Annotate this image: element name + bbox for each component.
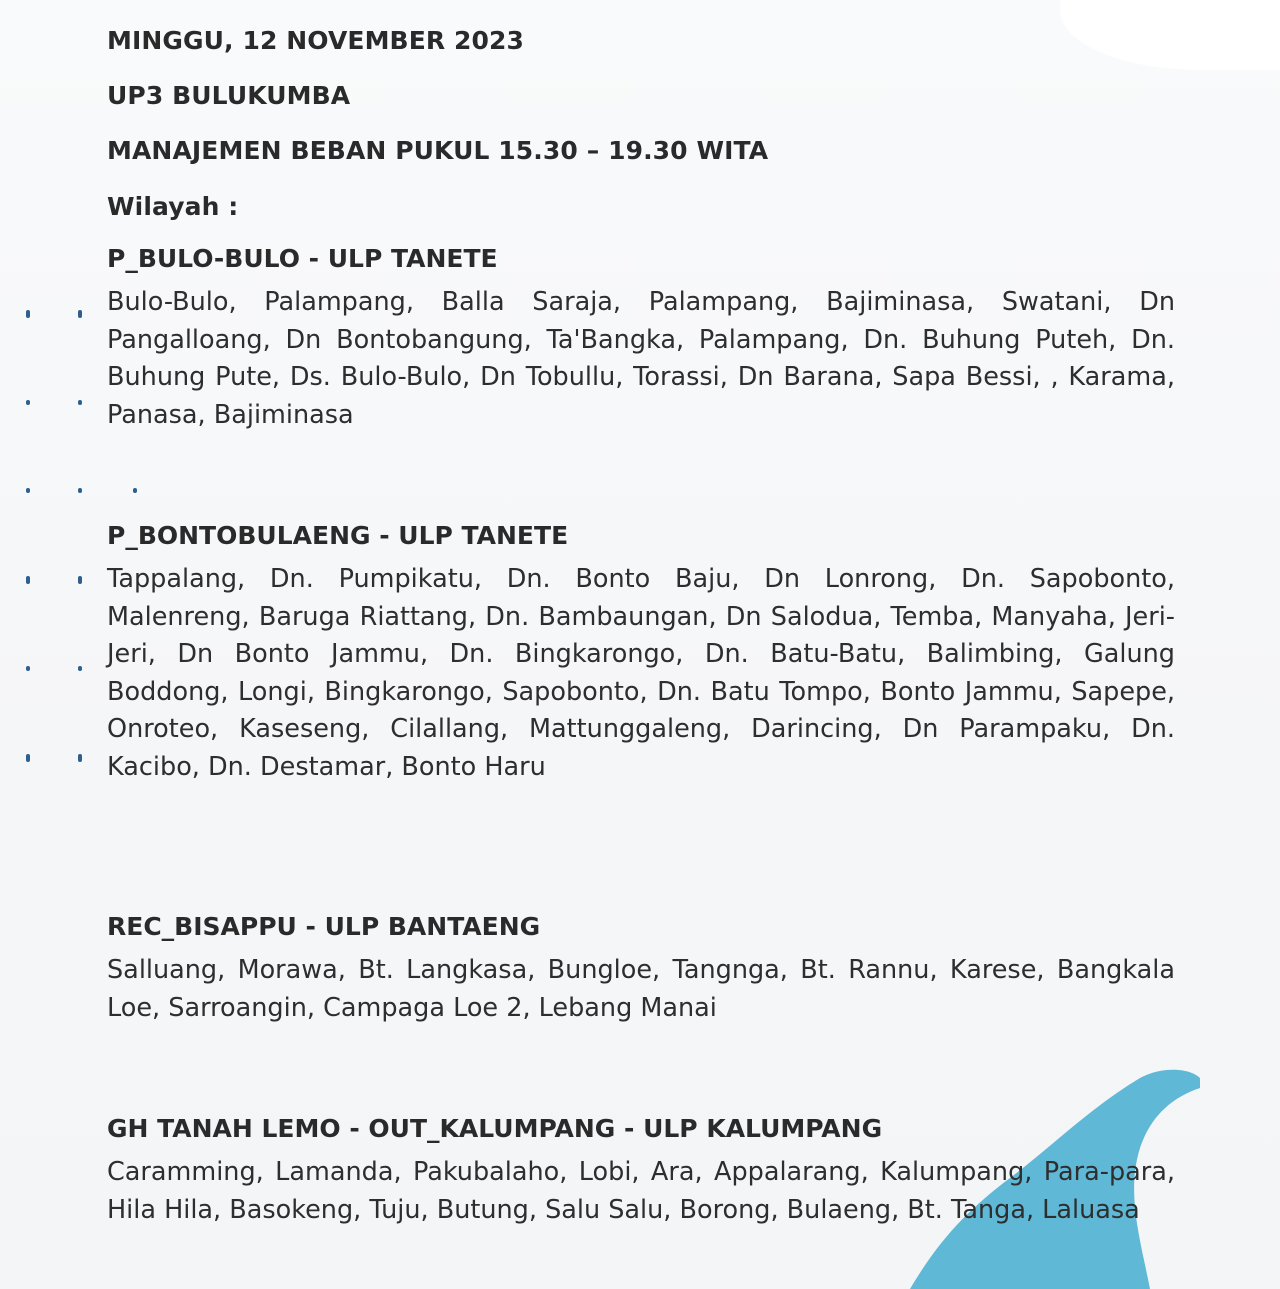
section-areas: Salluang, Morawa, Bt. Langkasa, Bungloe, Tangnga, Bt. Rannu, Karese, Bangkala Loe, Sarroangin, Campaga Loe 2, Lebang Manai [107, 955, 1175, 1023]
margin-mark [78, 488, 82, 493]
region-label: Wilayah : [107, 192, 239, 221]
announcement-date: MINGGU, 12 NOVEMBER 2023 [107, 26, 525, 55]
section-bontobulaeng [107, 521, 1175, 786]
section-title: REC_BISAPPU - ULP BANTAENG [107, 912, 541, 941]
section-areas: Tappalang, Dn. Pumpikatu, Dn. Bonto Baju, Dn Lonrong, Dn. Sapobonto, Malenreng, Baruga Riattang, Dn. Bambaungan, Dn Salodua, Temba, Manyaha, Jeri-Jeri, Dn Bonto Jammu, Dn. Bingkarongo, Dn. Batu-Batu, Balimbing, Galung Boddong, Longi, Bingkarongo, Sapobonto, Dn. Batu Tompo, Bonto Jammu, Sapepe, Onroteo, Kaseseng, Cilallang, Mattunggaleng, Darincing, Dn Parampaku, Dn. Kacibo, Dn. Destamar, Bonto Haru [107, 564, 1175, 782]
margin-mark [133, 488, 137, 493]
margin-mark [78, 666, 82, 671]
section-title: P_BONTOBULAENG - ULP TANETE [107, 521, 569, 550]
margin-mark [26, 400, 30, 405]
margin-mark [78, 754, 82, 762]
section-title: GH TANAH LEMO - OUT_KALUMPANG - ULP KALUMPANG [107, 1114, 883, 1143]
section-bulo-bulo [107, 244, 1175, 434]
announcement-unit: UP3 BULUKUMBA [107, 81, 351, 110]
margin-mark [78, 310, 82, 318]
section-areas: Bulo-Bulo, Palampang, Balla Saraja, Palampang, Bajiminasa, Swatani, Dn Pangalloang, Dn Bontobangung, Ta'Bangka, Palampang, Dn. Buhung Puteh, Dn. Buhung Pute, Ds. Bulo-Bulo, Dn Tobullu, Torassi, Dn Barana, Sapa Bessi, , Karama, Panasa, Bajiminasa [107, 287, 1175, 430]
margin-mark [26, 576, 30, 584]
section-bisappu [107, 912, 1175, 1027]
margin-mark [26, 666, 30, 671]
section-areas: Caramming, Lamanda, Pakubalaho, Lobi, Ara, Appalarang, Kalumpang, Para-para, Hila Hila, Basokeng, Tuju, Butung, Salu Salu, Borong, Bulaeng, Bt. Tanga, Laluasa [107, 1157, 1175, 1225]
margin-mark [26, 754, 30, 762]
margin-mark [78, 400, 82, 405]
page-corner-highlight [1060, 0, 1280, 70]
margin-mark [26, 310, 30, 318]
announcement-schedule: MANAJEMEN BEBAN PUKUL 15.30 – 19.30 WITA [107, 136, 769, 165]
margin-mark [78, 576, 82, 584]
margin-mark [26, 488, 30, 493]
section-kalumpang [107, 1114, 1175, 1229]
section-title: P_BULO-BULO - ULP TANETE [107, 244, 498, 273]
